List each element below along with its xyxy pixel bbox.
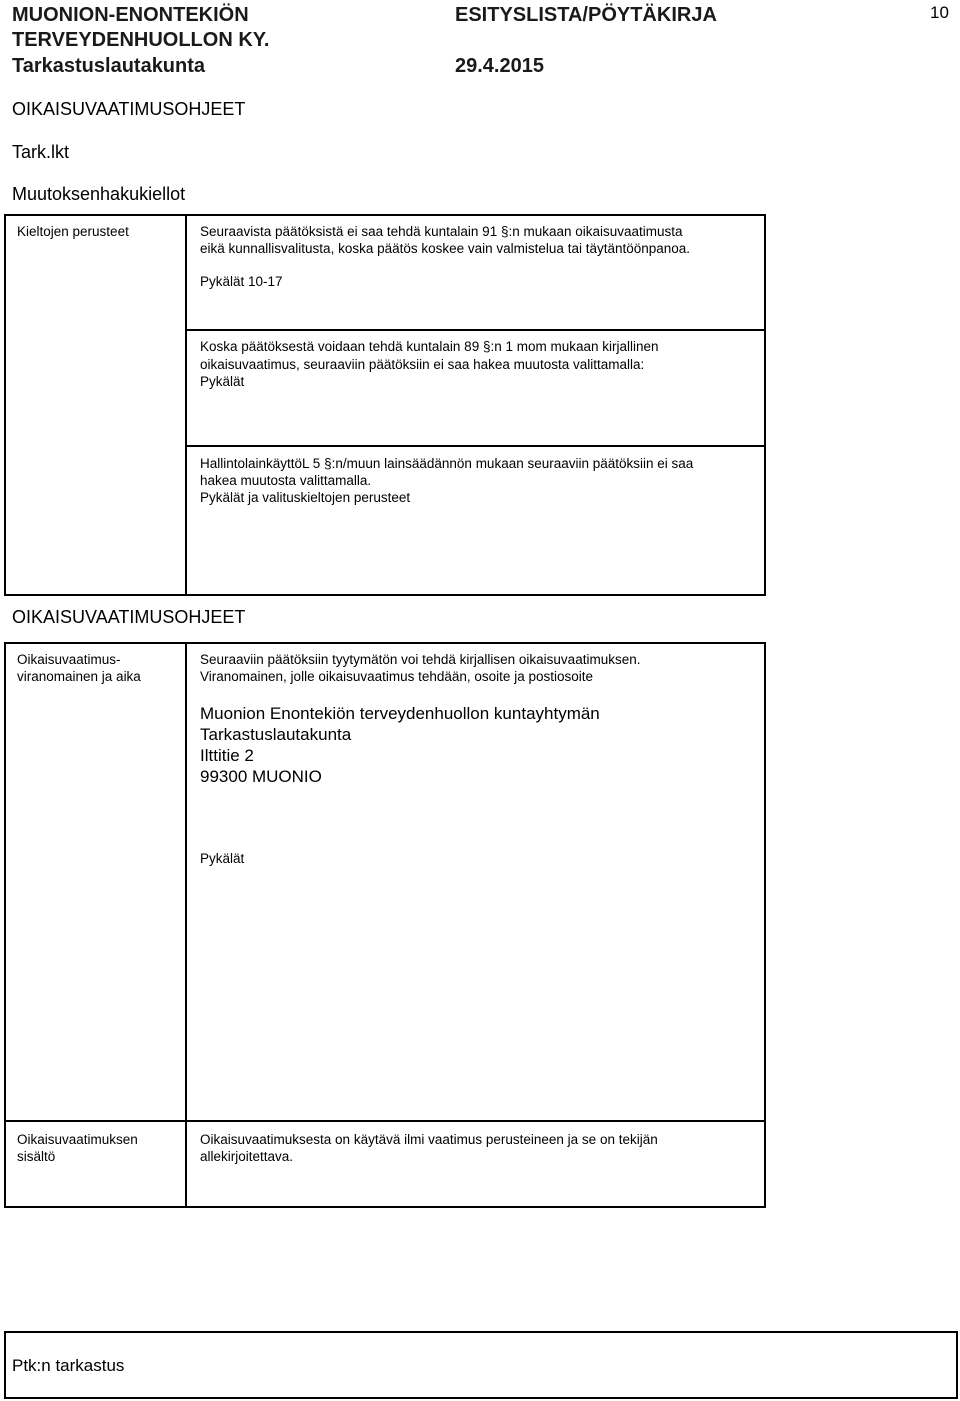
table-row-divider (4, 1120, 766, 1122)
row2-pykalat: Pykälät (200, 374, 245, 389)
appeal-instructions-table (4, 642, 766, 1208)
page-number: 10 (930, 3, 949, 22)
content-text: allekirjoitettava. (200, 1149, 294, 1164)
address-line: Ilttitie 2 (200, 746, 254, 765)
section-subtitle: Tark.lkt (12, 142, 70, 162)
row2-text: oikaisuvaatimus, seuraaviin päätöksiin ei saa hakea muutosta valittamalla: (200, 357, 645, 372)
restrictions-table (4, 214, 766, 596)
row2-text: Koska päätöksestä voidaan tehdä kuntalain 89 §:n 1 mom mukaan kirjallinen (200, 339, 659, 354)
content-text: Oikaisuvaatimuksesta on käytävä ilmi vaatimus perusteineen ja se on tekijän (200, 1132, 658, 1147)
content-label: Oikaisuvaatimuksen (17, 1132, 138, 1147)
authority-text: Seuraaviin päätöksiin tyytymätön voi tehdä kirjallisen oikaisuvaatimuksen. (200, 652, 641, 667)
body-name: Tarkastuslautakunta (12, 55, 206, 77)
section2-title: OIKAISUVAATIMUSOHJEET (12, 607, 246, 627)
address-line: Tarkastuslautakunta (200, 725, 352, 744)
address-line: 99300 MUONIO (200, 767, 322, 786)
table-row-divider (185, 445, 766, 447)
row3-pykalat: Pykälät ja valituskieltojen perusteet (200, 490, 411, 505)
org-name-line1: MUONION-ENONTEKIÖN (12, 4, 249, 26)
address-line: Muonion Enontekiön terveydenhuollon kuntayhtymän (200, 704, 600, 723)
row1-text: eikä kunnallisvalitusta, koska päätös koskee vain valmistelua tai täytäntöönpanoa. (200, 241, 691, 256)
restrictions-label: Kieltojen perusteet (17, 224, 129, 239)
authority-label: viranomainen ja aika (17, 669, 141, 684)
org-name-line2: TERVEYDENHUOLLON KY. (12, 29, 270, 51)
section2-pykalat: Pykälät (200, 851, 245, 866)
authority-text: Viranomainen, jolle oikaisuvaatimus tehdään, osoite ja postiosoite (200, 669, 593, 684)
row3-text: hakea muutosta valittamalla. (200, 473, 372, 488)
table-divider (185, 642, 187, 1208)
document-type: ESITYSLISTA/PÖYTÄKIRJA (455, 4, 717, 26)
authority-label: Oikaisuvaatimus- (17, 652, 121, 667)
row1-text: Seuraavista päätöksistä ei saa tehdä kuntalain 91 §:n mukaan oikaisuvaatimusta (200, 224, 683, 239)
review-label: Ptk:n tarkastus (12, 1356, 125, 1375)
section-title: OIKAISUVAATIMUSOHJEET (12, 99, 246, 119)
row3-text: HallintolainkäyttöL 5 §:n/muun lainsäädännön mukaan seuraaviin päätöksiin ei saa (200, 456, 694, 471)
review-box (4, 1331, 958, 1399)
row1-pykalat: Pykälät 10-17 (200, 274, 283, 289)
document-date: 29.4.2015 (455, 55, 544, 77)
content-label: sisältö (17, 1149, 56, 1164)
table-divider (185, 214, 187, 596)
table-row-divider (185, 329, 766, 331)
section-heading: Muutoksenhakukiellot (12, 184, 186, 204)
